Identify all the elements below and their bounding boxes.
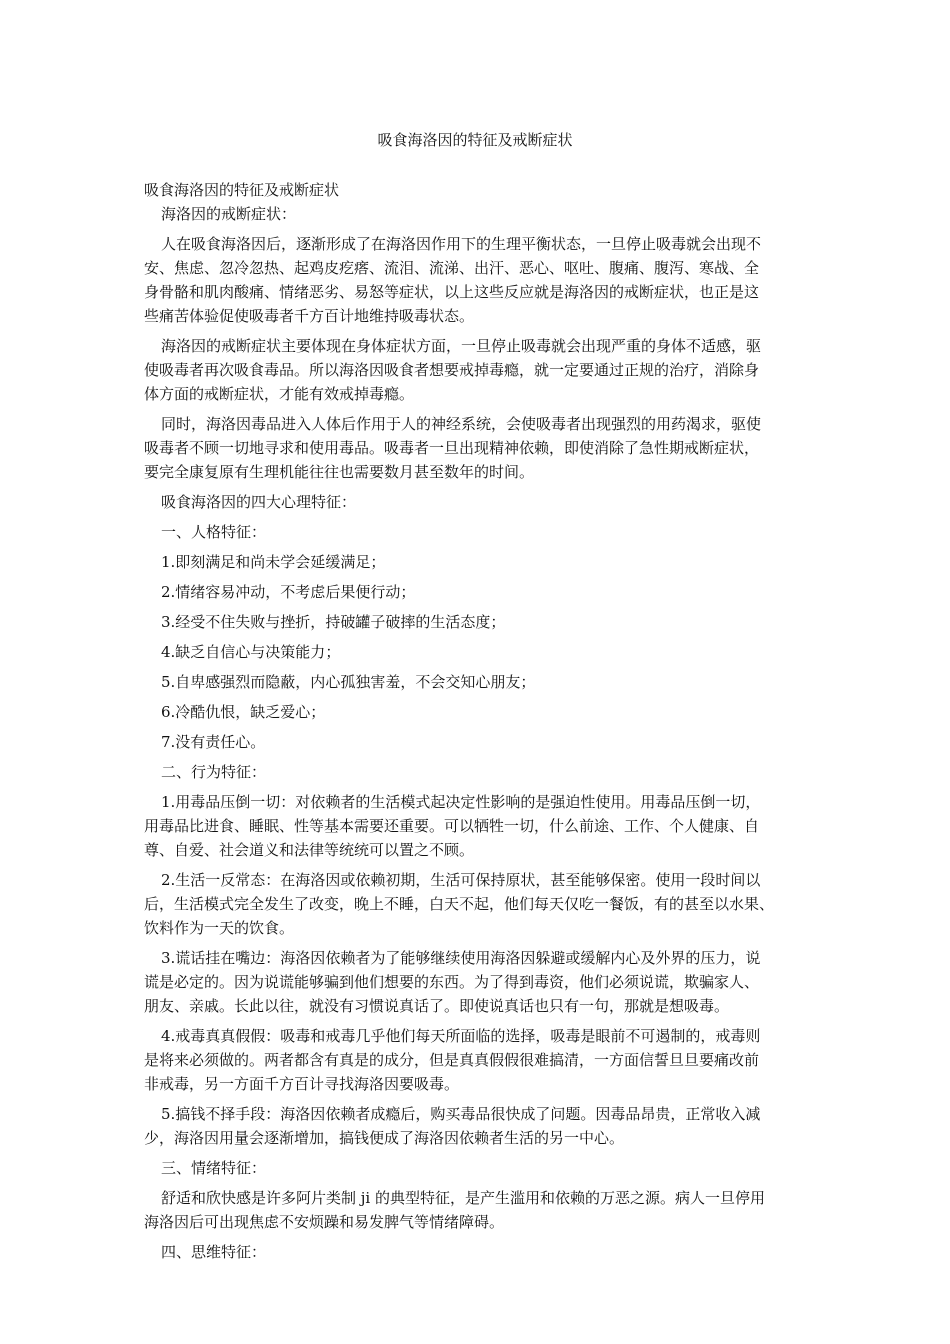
subheading: 四、思维特征： — [161, 1243, 267, 1261]
paragraph-line: 非戒毒，另一方面千方百计寻找海洛因要吸毒。 — [144, 1075, 460, 1093]
paragraph-line: 要完全康复原有生理机能往往也需要数月甚至数年的时间。 — [144, 463, 535, 481]
paragraph-line: 谎是必定的。因为说谎能够骗到他们想要的东西。为了得到毒资，他们必须说谎，欺骗家人、 — [144, 973, 760, 991]
paragraph-line: 少，海洛因用量会逐渐增加，搞钱便成了海洛因依赖者生活的另一中心。 — [144, 1129, 625, 1147]
paragraph-line: 尊、自爱、社会道义和法律等统统可以置之不顾。 — [144, 841, 475, 859]
subheading: 海洛因的戒断症状： — [161, 205, 297, 223]
document-title: 吸食海洛因的特征及戒断症状 — [377, 131, 573, 149]
section-heading: 吸食海洛因的特征及戒断症状 — [144, 181, 340, 199]
list-item: 3.经受不住失败与挫折，持破罐子破摔的生活态度； — [161, 613, 506, 631]
paragraph-line: 使吸毒者再次吸食毒品。所以海洛因吸食者想要戒掉毒瘾，就一定要通过正规的治疗，消除身 — [144, 361, 760, 379]
paragraph-line: 朋友、亲戚。长此以往，就没有习惯说真话了。即使说真话也只有一句，那就是想吸毒。 — [144, 997, 730, 1015]
paragraph-line: 5.搞钱不择手段：海洛因依赖者成瘾后，购买毒品很快成了问题。因毒品昂贵，正常收入减 — [161, 1105, 761, 1123]
list-item: 4.缺乏自信心与决策能力； — [161, 643, 341, 661]
subheading: 三、情绪特征： — [161, 1159, 267, 1177]
paragraph-line: 人在吸食海洛因后，逐渐形成了在海洛因作用下的生理平衡状态，一旦停止吸毒就会出现不 — [161, 235, 762, 253]
paragraph-line: 同时，海洛因毒品进入人体后作用于人的神经系统，会使吸毒者出现强烈的用药渴求，驱使 — [161, 415, 762, 433]
list-item: 2.情绪容易冲动，不考虑后果便行动； — [161, 583, 416, 601]
paragraph-line: 海洛因的戒断症状主要体现在身体症状方面，一旦停止吸毒就会出现严重的身体不适感，驱 — [161, 337, 762, 355]
paragraph-line: 2.生活一反常态：在海洛因或依赖初期，生活可保持原状，甚至能够保密。使用一段时间以 — [161, 871, 761, 889]
list-item: 5.自卑感强烈而隐蔽，内心孤独害羞，不会交知心朋友； — [161, 673, 536, 691]
paragraph-line: 1.用毒品压倒一切：对依赖者的生活模式起决定性影响的是强迫性使用。用毒品压倒一切， — [161, 793, 761, 811]
paragraph-line: 用毒品比进食、睡眠、性等基本需要还重要。可以牺牲一切，什么前途、工作、个人健康、自 — [144, 817, 760, 835]
paragraph-line: 后，生活模式完全发生了改变，晚上不睡，白天不起，他们每天仅吃一餐饭，有的甚至以水果、 — [144, 895, 775, 913]
paragraph-line: 吸毒者不顾一切地寻求和使用毒品。吸毒者一旦出现精神依赖，即使消除了急性期戒断症状， — [144, 439, 760, 457]
paragraph-line: 舒适和欣快感是许多阿片类制 ji 的典型特征，是产生滥用和依赖的万恶之源。病人一旦停用 — [161, 1189, 765, 1207]
subheading: 二、行为特征： — [161, 763, 267, 781]
paragraph-line: 是将来必须做的。两者都含有真是的成分，但是真真假假很难搞清，一方面信誓旦旦要痛改前 — [144, 1051, 760, 1069]
paragraph-line: 安、焦虑、忽冷忽热、起鸡皮疙瘩、流泪、流涕、出汗、恶心、呕吐、腹痛、腹泻、寒战、全 — [144, 259, 760, 277]
paragraph-line: 身骨骼和肌肉酸痛、情绪恶劣、易怒等症状，以上这些反应就是海洛因的戒断症状，也正是这 — [144, 283, 760, 301]
list-item: 7.没有责任心。 — [161, 733, 266, 751]
paragraph-line: 体方面的戒断症状，才能有效戒掉毒瘾。 — [144, 385, 415, 403]
paragraph-line: 3.谎话挂在嘴边：海洛因依赖者为了能够继续使用海洛因躲避或缓解内心及外界的压力，说 — [161, 949, 761, 967]
paragraph-line: 饮料作为一天的饮食。 — [144, 919, 295, 937]
paragraph-line: 4.戒毒真真假假：吸毒和戒毒几乎他们每天所面临的选择，吸毒是眼前不可遏制的，戒毒则 — [161, 1027, 761, 1045]
list-item: 6.冷酷仇恨，缺乏爱心； — [161, 703, 326, 721]
document-body — [144, 178, 808, 1264]
list-item: 1.即刻满足和尚未学会延缓满足； — [161, 553, 386, 571]
paragraph-line: 海洛因后可出现焦虑不安烦躁和易发脾气等情绪障碍。 — [144, 1213, 505, 1231]
paragraph-line: 些痛苦体验促使吸毒者千方百计地维持吸毒状态。 — [144, 307, 475, 325]
subheading: 一、人格特征： — [161, 523, 267, 541]
subheading: 吸食海洛因的四大心理特征： — [161, 493, 357, 511]
